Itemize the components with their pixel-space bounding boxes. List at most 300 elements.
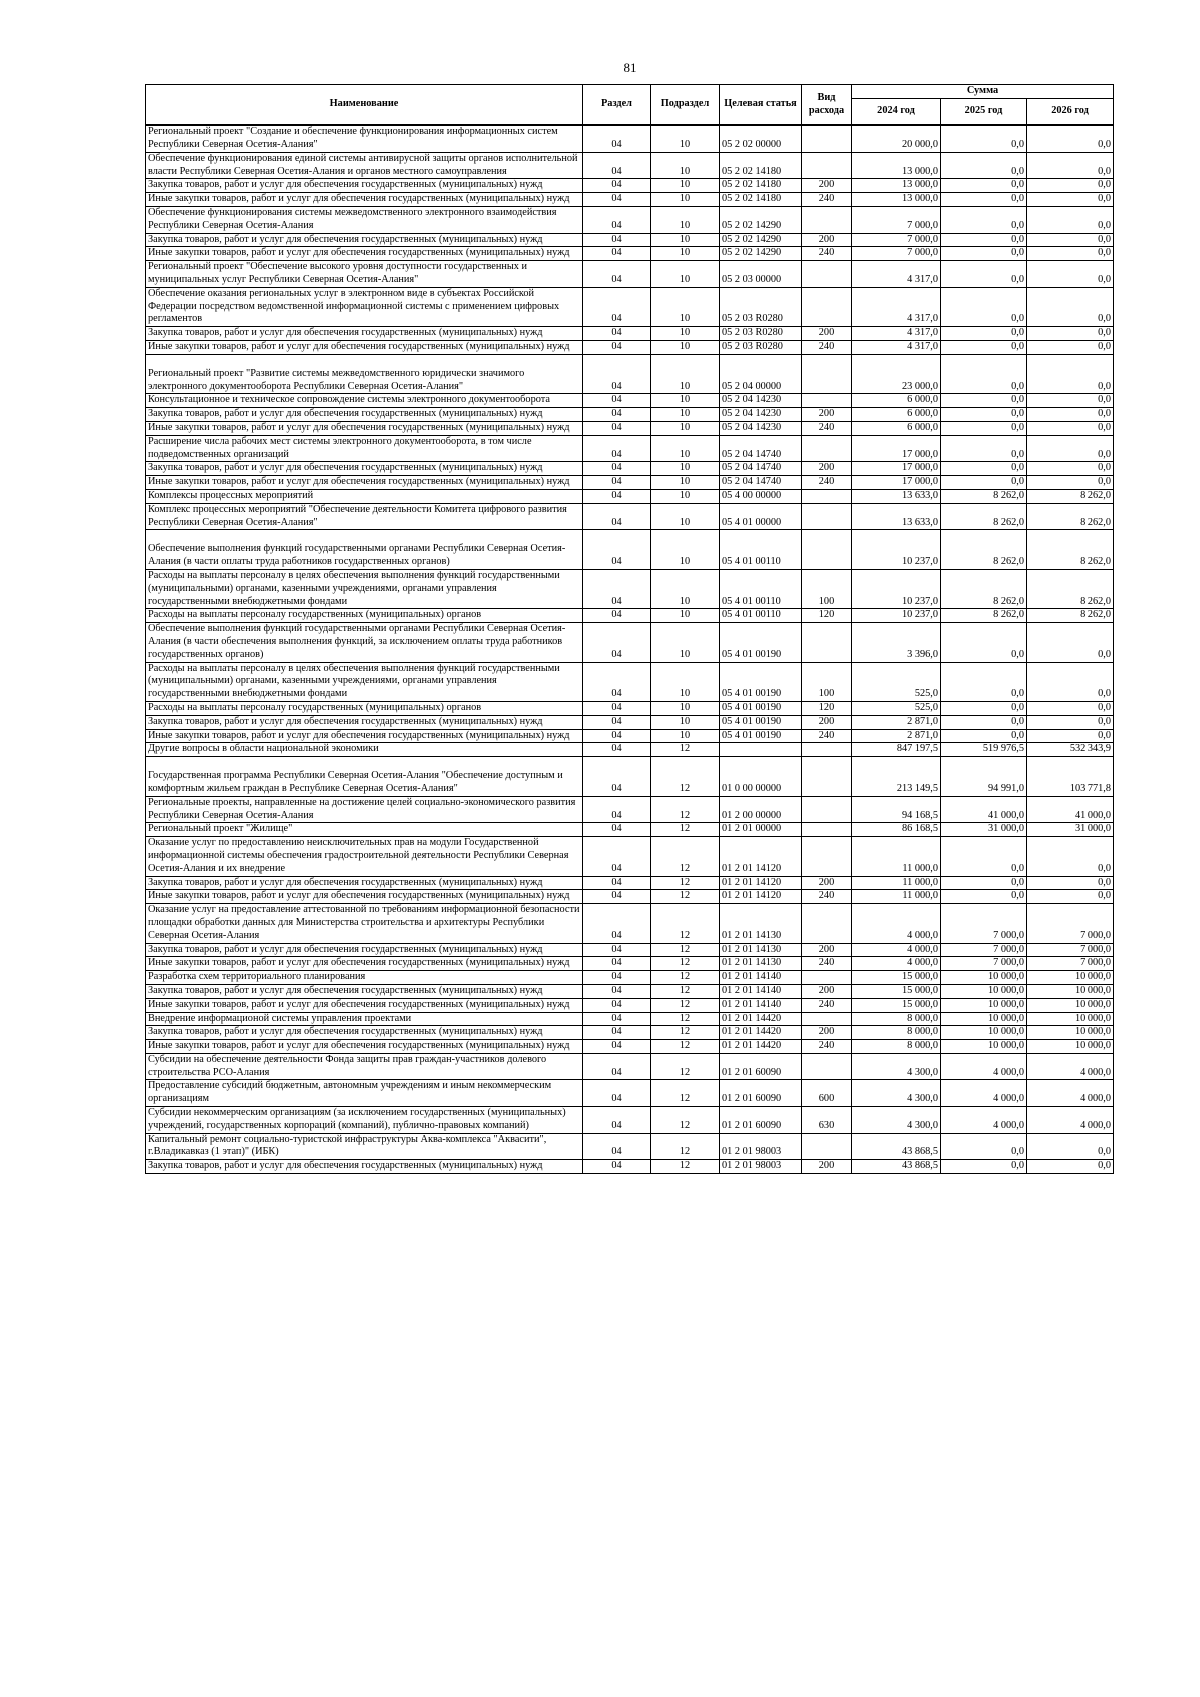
row-sum-2024-text: 13 633,0 <box>901 516 938 528</box>
row-sum-2025 <box>941 287 1027 326</box>
row-sum-2026-text: 4 000,0 <box>1080 1066 1112 1078</box>
row-section-text: 04 <box>611 715 622 727</box>
row-sum-2024-text: 525,0 <box>914 688 938 700</box>
row-section-text: 04 <box>611 219 622 231</box>
row-section <box>583 530 651 570</box>
row-subsection <box>651 287 720 326</box>
row-expense-type-text: 200 <box>818 1160 835 1172</box>
row-subsection <box>651 1053 720 1080</box>
row-sum-2024 <box>852 998 941 1012</box>
row-sum-2026 <box>1027 408 1114 422</box>
row-sum-2026 <box>1027 943 1114 957</box>
row-name-text: Иные закупки товаров, работ и услуг для обеспечения государственных (муниципальных) нужд <box>148 422 570 434</box>
row-sum-2025-text: 0,0 <box>1011 1146 1024 1158</box>
row-name <box>146 394 583 408</box>
row-subsection-text: 10 <box>679 595 691 607</box>
row-sum-2024-text: 7 000,0 <box>907 233 938 245</box>
row-sum-2024-text: 10 237,0 <box>901 556 938 568</box>
row-name <box>146 1160 583 1174</box>
row-sum-2025 <box>941 422 1027 436</box>
row-subsection <box>651 261 720 288</box>
row-sum-2026 <box>1027 490 1114 504</box>
row-subsection-text: 10 <box>679 408 691 420</box>
row-section-text: 04 <box>611 422 622 434</box>
row-section-text: 04 <box>611 1160 622 1172</box>
row-subsection <box>651 125 720 152</box>
row-expense-type <box>802 623 852 662</box>
row-sum-2025-text: 0,0 <box>1011 247 1024 259</box>
row-name <box>146 125 583 152</box>
row-section-text: 04 <box>611 556 622 568</box>
row-section <box>583 152 651 179</box>
row-name-text: Расходы на выплаты персоналу в целях обеспечения выполнения функций государственными (муниципальными) органами, казенными учреждениями, органами управления государственными внебюджетными фондами <box>148 662 560 700</box>
row-sum-2026 <box>1027 179 1114 193</box>
row-expense-type <box>802 757 852 797</box>
row-sum-2024-text: 13 000,0 <box>901 193 938 205</box>
row-sum-2025-text: 4 000,0 <box>993 1093 1024 1105</box>
row-sum-2024 <box>852 609 941 623</box>
row-sum-2024-text: 43 868,5 <box>901 1146 938 1158</box>
row-target-text: 05 2 03 R0280 <box>722 313 783 325</box>
row-expense-type-text: 600 <box>818 1093 835 1105</box>
row-target <box>720 1012 802 1026</box>
row-sum-2025-text: 0,0 <box>1011 219 1024 231</box>
row-section <box>583 876 651 890</box>
row-sum-2024-text: 43 868,5 <box>901 1160 938 1172</box>
row-sum-2025-text: 0,0 <box>1011 233 1024 245</box>
row-target <box>720 354 802 394</box>
row-sum-2026-text: 0,0 <box>1098 233 1112 245</box>
row-name <box>146 490 583 504</box>
row-subsection-text: 10 <box>679 179 691 191</box>
row-target <box>720 179 802 193</box>
row-sum-2026-text: 0,0 <box>1098 394 1112 406</box>
table-row <box>146 354 1114 394</box>
row-target <box>720 609 802 623</box>
row-name <box>146 757 583 797</box>
row-sum-2024 <box>852 179 941 193</box>
row-subsection <box>651 490 720 504</box>
row-sum-2024-text: 10 237,0 <box>901 595 938 607</box>
row-sum-2026 <box>1027 757 1114 797</box>
table-row <box>146 715 1114 729</box>
row-sum-2025 <box>941 152 1027 179</box>
row-sum-2024 <box>852 1080 941 1107</box>
row-expense-type <box>802 207 852 234</box>
row-sum-2025-text: 0,0 <box>1011 274 1024 286</box>
row-subsection-text: 10 <box>679 462 691 474</box>
row-target-text: 01 0 00 00000 <box>722 782 782 794</box>
row-sum-2025 <box>941 408 1027 422</box>
row-sum-2026-text: 0,0 <box>1098 876 1112 888</box>
row-expense-type <box>802 837 852 876</box>
table-row <box>146 233 1114 247</box>
row-expense-type-text: 240 <box>818 422 835 434</box>
row-sum-2026 <box>1027 287 1114 326</box>
row-sum-2024-text: 3 396,0 <box>907 648 938 660</box>
row-section-text: 04 <box>611 862 622 874</box>
row-target-text: 01 2 01 60090 <box>722 1066 782 1078</box>
row-sum-2026 <box>1027 1160 1114 1174</box>
row-expense-type <box>802 943 852 957</box>
row-section <box>583 327 651 341</box>
row-section-text: 04 <box>611 688 622 700</box>
row-target-text: 05 2 02 14290 <box>722 233 782 245</box>
row-section-text: 04 <box>611 490 622 502</box>
row-target-text: 01 2 01 00000 <box>722 823 782 835</box>
row-sum-2026 <box>1027 1107 1114 1134</box>
row-subsection <box>651 998 720 1012</box>
row-sum-2025 <box>941 743 1027 757</box>
row-sum-2026-text: 0,0 <box>1098 327 1112 339</box>
row-subsection <box>651 193 720 207</box>
table-row <box>146 701 1114 715</box>
row-target <box>720 462 802 476</box>
row-sum-2026 <box>1027 207 1114 234</box>
row-sum-2024-text: 8 000,0 <box>907 1026 938 1038</box>
row-subsection <box>651 743 720 757</box>
row-sum-2025-text: 0,0 <box>1011 688 1024 700</box>
row-subsection <box>651 729 720 743</box>
row-sum-2026 <box>1027 743 1114 757</box>
row-subsection <box>651 984 720 998</box>
row-sum-2024 <box>852 476 941 490</box>
row-expense-type <box>802 530 852 570</box>
row-target-text: 05 2 04 14230 <box>722 408 782 420</box>
row-target <box>720 476 802 490</box>
row-sum-2024 <box>852 530 941 570</box>
row-sum-2025 <box>941 394 1027 408</box>
row-name-text: Капитальный ремонт социально-туристской инфраструктуры Аква-комплекса "Аквасити", г.Владикавказ (1 этап)" (ИБК) <box>148 1133 547 1158</box>
row-target-text: 05 2 02 14290 <box>722 247 782 259</box>
row-name-text: Расходы на выплаты персоналу государственных (муниципальных) органов <box>148 701 482 713</box>
row-name <box>146 207 583 234</box>
row-section <box>583 701 651 715</box>
row-subsection-text: 12 <box>679 890 691 902</box>
row-sum-2025 <box>941 435 1027 462</box>
row-sum-2025-text: 0,0 <box>1011 876 1024 888</box>
row-name <box>146 462 583 476</box>
row-target <box>720 662 802 701</box>
row-name <box>146 530 583 570</box>
row-name-text: Закупка товаров, работ и услуг для обеспечения государственных (муниципальных) нужд <box>148 984 543 996</box>
row-name-text: Региональный проект "Создание и обеспечение функционирования информационных систем Республики Северная Осетия-Алания" <box>148 126 558 151</box>
header-2025: 2025 год <box>941 98 1027 125</box>
row-target <box>720 796 802 823</box>
row-sum-2025-text: 0,0 <box>1011 862 1024 874</box>
row-name <box>146 609 583 623</box>
row-sum-2024 <box>852 971 941 985</box>
row-sum-2025-text: 10 000,0 <box>987 998 1024 1010</box>
row-sum-2026 <box>1027 715 1114 729</box>
header-2024: 2024 год <box>852 98 941 125</box>
row-sum-2025-text: 0,0 <box>1011 1160 1024 1172</box>
row-sum-2026-text: 10 000,0 <box>1074 1012 1112 1024</box>
row-sum-2025-text: 10 000,0 <box>987 1026 1024 1038</box>
header-expense-type: Вид расхода <box>802 85 852 126</box>
row-subsection-text: 10 <box>679 476 691 488</box>
row-sum-2025 <box>941 971 1027 985</box>
row-sum-2025-text: 0,0 <box>1011 462 1024 474</box>
row-target-text: 01 2 01 14420 <box>722 1026 782 1038</box>
row-subsection-text: 12 <box>679 782 691 794</box>
table-row <box>146 757 1114 797</box>
row-subsection-text: 10 <box>679 648 691 660</box>
row-subsection <box>651 662 720 701</box>
row-section <box>583 623 651 662</box>
row-sum-2026 <box>1027 876 1114 890</box>
row-target-text: 05 2 03 R0280 <box>722 341 783 353</box>
row-sum-2026-text: 8 262,0 <box>1080 556 1112 568</box>
row-subsection <box>651 796 720 823</box>
row-expense-type-text: 200 <box>818 408 835 420</box>
row-sum-2024 <box>852 796 941 823</box>
row-sum-2026 <box>1027 394 1114 408</box>
row-section <box>583 354 651 394</box>
row-subsection-text: 10 <box>679 490 691 502</box>
table-row <box>146 287 1114 326</box>
table-row <box>146 327 1114 341</box>
row-name <box>146 796 583 823</box>
row-subsection <box>651 354 720 394</box>
row-sum-2026 <box>1027 354 1114 394</box>
row-expense-type <box>802 570 852 609</box>
row-section <box>583 408 651 422</box>
row-sum-2026-text: 0,0 <box>1098 1146 1112 1158</box>
row-sum-2024 <box>852 394 941 408</box>
table-row <box>146 957 1114 971</box>
row-sum-2024-text: 4 300,0 <box>907 1066 938 1078</box>
row-name-text: Иные закупки товаров, работ и услуг для обеспечения государственных (муниципальных) нужд <box>148 998 570 1010</box>
row-sum-2025 <box>941 476 1027 490</box>
row-sum-2026-text: 0,0 <box>1098 139 1112 151</box>
row-sum-2024-text: 847 197,5 <box>896 743 938 755</box>
header-2026: 2026 год <box>1027 98 1114 125</box>
row-name-text: Консультационное и техническое сопровождение системы электронного документооборота <box>148 394 550 406</box>
row-sum-2025 <box>941 1012 1027 1026</box>
row-expense-type <box>802 1053 852 1080</box>
row-expense-type-text: 100 <box>818 688 835 700</box>
row-target <box>720 530 802 570</box>
row-subsection <box>651 476 720 490</box>
row-subsection-text: 12 <box>679 1026 691 1038</box>
row-target <box>720 247 802 261</box>
row-subsection <box>651 462 720 476</box>
row-expense-type-text: 200 <box>818 1026 835 1038</box>
row-sum-2025-text: 0,0 <box>1011 648 1024 660</box>
row-sum-2026 <box>1027 1053 1114 1080</box>
row-sum-2026 <box>1027 530 1114 570</box>
row-name <box>146 998 583 1012</box>
row-sum-2026-text: 10 000,0 <box>1074 971 1112 983</box>
row-sum-2024 <box>852 462 941 476</box>
row-sum-2025-text: 519 976,5 <box>982 743 1024 755</box>
row-target <box>720 1040 802 1054</box>
table-row <box>146 1026 1114 1040</box>
row-sum-2026-text: 8 262,0 <box>1080 595 1112 607</box>
row-sum-2024 <box>852 623 941 662</box>
table-row <box>146 408 1114 422</box>
row-expense-type <box>802 287 852 326</box>
row-sum-2024-text: 6 000,0 <box>907 422 938 434</box>
row-expense-type <box>802 1107 852 1134</box>
row-target-text: 01 2 01 14120 <box>722 890 782 902</box>
row-section <box>583 957 651 971</box>
row-section-text: 04 <box>611 179 622 191</box>
row-section <box>583 193 651 207</box>
row-subsection <box>651 327 720 341</box>
row-expense-type-text: 240 <box>818 193 835 205</box>
row-expense-type-text: 240 <box>818 957 835 969</box>
row-section-text: 04 <box>611 984 622 996</box>
row-section <box>583 287 651 326</box>
row-expense-type <box>802 233 852 247</box>
row-target-text: 05 2 04 14230 <box>722 422 782 434</box>
row-sum-2025-text: 41 000,0 <box>987 809 1024 821</box>
row-name <box>146 287 583 326</box>
row-section-text: 04 <box>611 876 622 888</box>
row-target-text: 05 2 02 14180 <box>722 179 782 191</box>
row-name-text: Закупка товаров, работ и услуг для обеспечения государственных (муниципальных) нужд <box>148 408 543 420</box>
row-subsection-text: 10 <box>679 247 691 259</box>
row-sum-2024-text: 15 000,0 <box>901 984 938 996</box>
row-subsection-text: 10 <box>679 422 691 434</box>
row-subsection <box>651 247 720 261</box>
row-sum-2024 <box>852 904 941 943</box>
header-sum: Сумма <box>852 85 1114 99</box>
row-subsection <box>651 609 720 623</box>
header-name: Наименование <box>146 85 583 126</box>
row-name <box>146 1026 583 1040</box>
row-sum-2026-text: 532 343,9 <box>1069 743 1112 755</box>
row-sum-2024 <box>852 247 941 261</box>
row-name-text: Закупка товаров, работ и услуг для обеспечения государственных (муниципальных) нужд <box>148 715 543 727</box>
row-sum-2026-text: 0,0 <box>1098 476 1112 488</box>
row-target-text: 05 2 02 14180 <box>722 165 782 177</box>
row-target <box>720 984 802 998</box>
row-target-text: 05 4 01 00000 <box>722 516 782 528</box>
row-sum-2025-text: 0,0 <box>1011 341 1024 353</box>
row-sum-2024-text: 4 300,0 <box>907 1093 938 1105</box>
row-subsection <box>651 408 720 422</box>
row-subsection-text: 10 <box>679 380 691 392</box>
row-target <box>720 408 802 422</box>
row-subsection-text: 12 <box>679 876 691 888</box>
row-sum-2026-text: 0,0 <box>1098 462 1112 474</box>
row-section-text: 04 <box>611 809 622 821</box>
row-section-text: 04 <box>611 193 622 205</box>
row-subsection <box>651 1026 720 1040</box>
row-target <box>720 207 802 234</box>
row-expense-type-text: 240 <box>818 1040 835 1052</box>
row-sum-2024 <box>852 287 941 326</box>
row-name <box>146 1080 583 1107</box>
row-sum-2024-text: 8 000,0 <box>907 1012 938 1024</box>
row-subsection-text: 10 <box>679 448 691 460</box>
row-subsection <box>651 823 720 837</box>
row-section <box>583 998 651 1012</box>
row-sum-2024 <box>852 943 941 957</box>
row-subsection-text: 10 <box>679 516 691 528</box>
row-expense-type <box>802 476 852 490</box>
row-subsection-text: 10 <box>679 729 691 741</box>
row-target-text: 01 2 01 14130 <box>722 943 782 955</box>
row-sum-2026-text: 0,0 <box>1098 715 1112 727</box>
row-section <box>583 1080 651 1107</box>
row-sum-2024 <box>852 715 941 729</box>
row-target <box>720 422 802 436</box>
row-section <box>583 570 651 609</box>
row-sum-2026 <box>1027 261 1114 288</box>
row-sum-2024 <box>852 435 941 462</box>
row-target <box>720 1133 802 1160</box>
row-sum-2026-text: 0,0 <box>1098 701 1112 713</box>
row-sum-2024-text: 13 633,0 <box>901 490 938 502</box>
row-sum-2026 <box>1027 462 1114 476</box>
row-subsection-text: 10 <box>679 219 691 231</box>
row-expense-type-text: 200 <box>818 327 835 339</box>
row-subsection <box>651 957 720 971</box>
row-subsection <box>651 837 720 876</box>
row-name <box>146 876 583 890</box>
row-sum-2025-text: 0,0 <box>1011 715 1024 727</box>
row-sum-2024-text: 4 317,0 <box>907 313 938 325</box>
table-row <box>146 984 1114 998</box>
table-row <box>146 837 1114 876</box>
row-subsection-text: 12 <box>679 1146 691 1158</box>
row-name <box>146 341 583 355</box>
row-expense-type <box>802 609 852 623</box>
row-sum-2026-text: 0,0 <box>1098 408 1112 420</box>
row-sum-2026 <box>1027 503 1114 530</box>
row-expense-type <box>802 1026 852 1040</box>
row-name-text: Обеспечение выполнения функций государственными органами Республики Северная Осетия-Алания (в части оплаты труда работников государственных органов) <box>148 543 566 568</box>
row-sum-2026 <box>1027 796 1114 823</box>
row-sum-2024 <box>852 1107 941 1134</box>
row-name <box>146 1040 583 1054</box>
row-section <box>583 609 651 623</box>
row-name <box>146 837 583 876</box>
row-expense-type <box>802 462 852 476</box>
row-sum-2025-text: 7 000,0 <box>993 943 1024 955</box>
row-section-text: 04 <box>611 462 622 474</box>
row-target-text: 01 2 01 14120 <box>722 862 782 874</box>
row-subsection <box>651 1012 720 1026</box>
row-expense-type <box>802 1012 852 1026</box>
row-section <box>583 247 651 261</box>
row-name <box>146 570 583 609</box>
row-sum-2026-text: 0,0 <box>1098 179 1112 191</box>
row-section <box>583 796 651 823</box>
table-row <box>146 462 1114 476</box>
table-row <box>146 971 1114 985</box>
row-sum-2026 <box>1027 701 1114 715</box>
row-sum-2025-text: 0,0 <box>1011 408 1024 420</box>
table-row <box>146 1133 1114 1160</box>
row-sum-2025 <box>941 233 1027 247</box>
row-target <box>720 1053 802 1080</box>
row-sum-2025-text: 10 000,0 <box>987 984 1024 996</box>
row-section-text: 04 <box>611 595 622 607</box>
table-row <box>146 476 1114 490</box>
row-sum-2026 <box>1027 1026 1114 1040</box>
row-sum-2026-text: 0,0 <box>1098 422 1112 434</box>
row-section-text: 04 <box>611 233 622 245</box>
row-sum-2025-text: 8 262,0 <box>993 556 1024 568</box>
row-sum-2024-text: 4 317,0 <box>907 341 938 353</box>
row-sum-2024-text: 11 000,0 <box>902 890 938 902</box>
row-subsection-text: 12 <box>679 743 691 755</box>
